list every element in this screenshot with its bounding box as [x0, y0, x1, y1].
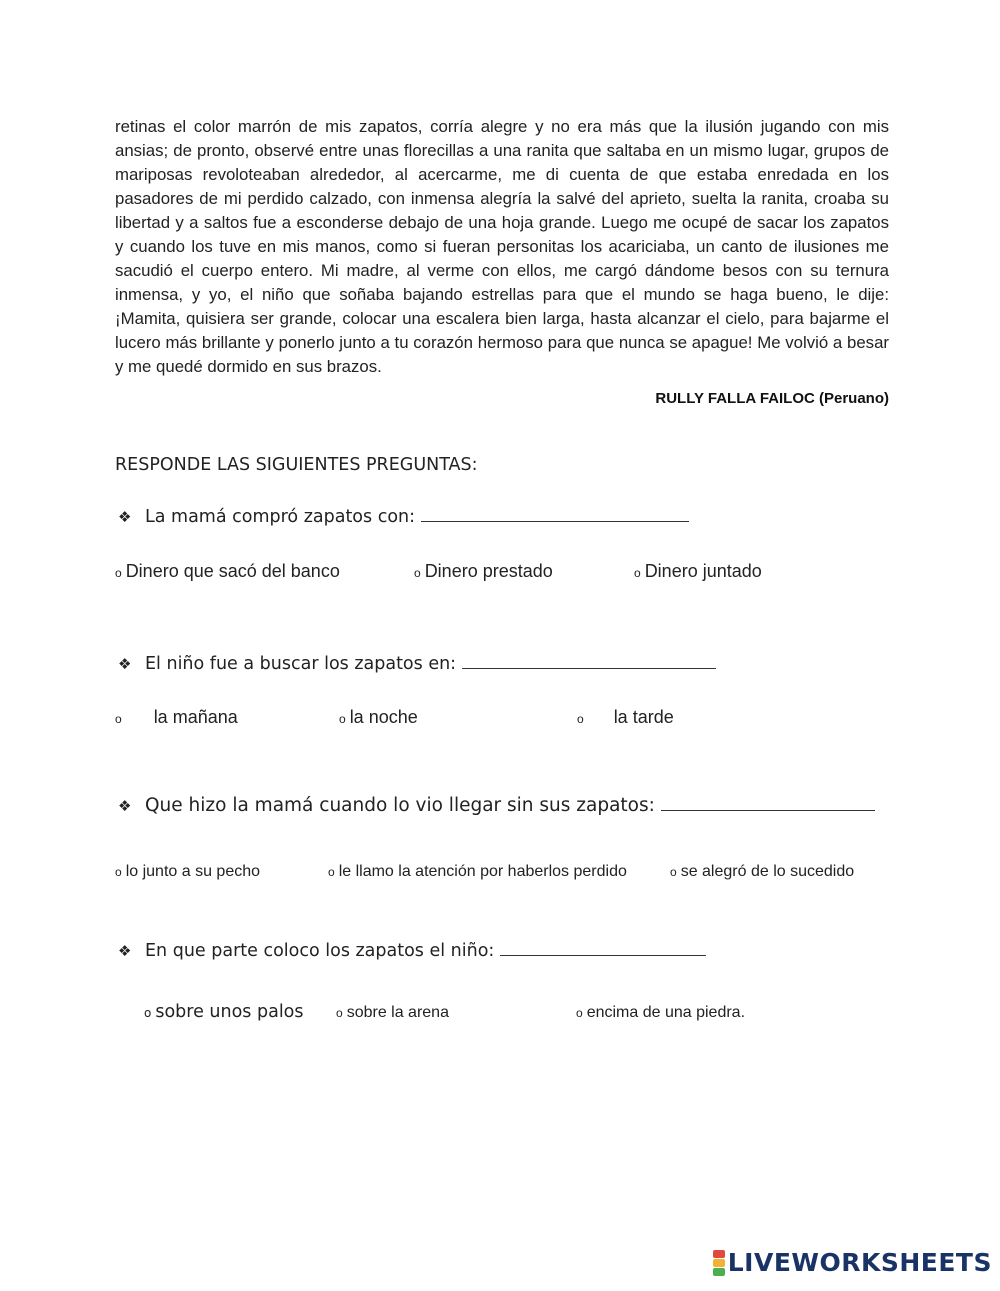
answer-blank-1[interactable] [421, 503, 689, 522]
q2-option-1[interactable]: o la mañana [115, 707, 238, 727]
logo-text: LIVEWORKSHEETS [727, 1248, 992, 1277]
question-4 [118, 937, 706, 961]
question-2-text: El niño fue a buscar los zapatos en: [145, 654, 457, 674]
liveworksheets-logo-icon [713, 1250, 725, 1276]
question-1-text: La mamá compró zapatos con: [145, 507, 416, 527]
q4-option-2[interactable]: o sobre la arena [336, 1004, 449, 1021]
radio-circle-icon: o [576, 1006, 583, 1020]
q1-option-1[interactable]: o Dinero que sacó del banco [115, 561, 340, 581]
radio-circle-icon: o [115, 712, 122, 726]
author-credit: RULLY FALLA FAILOC (Peruano) [655, 390, 889, 407]
questions-heading: RESPONDE LAS SIGUIENTES PREGUNTAS: [115, 455, 478, 475]
question-4-text: En que parte coloco los zapatos el niño: [145, 941, 495, 961]
radio-circle-icon: o [577, 712, 584, 726]
reading-passage: retinas el color marrón de mis zapatos, corría alegre y no era más que la ilusión jugando con mis ansias; de pronto, observé entre unas florecillas a una ranita que saltaba en un mismo lugar, grupos de mariposas revoloteaban alrededor, al acercarme, me di cuenta de que estaba enredada en los pasadores de mi perdido calzado, con inmensa alegría la salvé del aprieto, suelta la ranita, croaba su libertad y a saltos fue a esconderse debajo de una hoja grande. Luego me ocupé de sacar los zapatos y cuando los tuve en mis manos, como si fueran personitas los acariciaba, un canto de ilusiones me sacudió el cuerpo entero. Mi madre, al verme con ellos, me cargó dándome besos con su ternura inmensa, y yo, el niño que soñaba bajando estrellas para que el mundo se haga bueno, le dije: ¡Mamita, quisiera ser grande, colocar una escalera bien larga, hasta alcanzar el cielo, para bajarme el lucero más brillante y ponerlo junto a tu corazón hermoso para que nunca se apague! Me volvió a besar y me quedé dormido en sus brazos. [115, 117, 889, 376]
question-3 [118, 792, 875, 816]
q2-option-2[interactable]: o la noche [339, 707, 418, 727]
q1-option-3[interactable]: o Dinero juntado [634, 561, 762, 581]
diamond-bullet-icon: ❖ [118, 942, 132, 960]
q1-option-2[interactable]: o Dinero prestado [414, 561, 553, 581]
answer-blank-4[interactable] [500, 937, 706, 956]
liveworksheets-logo [713, 1248, 992, 1277]
question-3-text: Que hizo la mamá cuando lo vio llegar sin sus zapatos: [145, 795, 655, 816]
diamond-bullet-icon: ❖ [118, 655, 132, 673]
radio-circle-icon: o [670, 865, 677, 879]
q3-option-3[interactable]: o se alegró de lo sucedido [670, 863, 855, 880]
q4-option-3[interactable]: o encima de una piedra. [576, 1004, 746, 1021]
q3-option-2[interactable]: o le llamo la atención por haberlos perdido [328, 863, 627, 880]
answer-blank-2[interactable] [462, 650, 716, 669]
q2-option-3[interactable]: o la tarde [577, 707, 674, 727]
q3-option-1[interactable]: o lo junto a su pecho [115, 863, 261, 880]
q4-option-1[interactable]: o sobre unos palos [144, 1002, 304, 1022]
question-2 [118, 650, 716, 674]
radio-circle-icon: o [414, 566, 421, 580]
radio-circle-icon: o [115, 566, 122, 580]
radio-circle-icon: o [339, 712, 346, 726]
radio-circle-icon: o [115, 865, 122, 879]
radio-circle-icon: o [144, 1006, 152, 1020]
diamond-bullet-icon: ❖ [118, 797, 132, 815]
question-1 [118, 503, 689, 527]
answer-blank-3[interactable] [661, 792, 875, 811]
radio-circle-icon: o [336, 1006, 343, 1020]
radio-circle-icon: o [328, 865, 335, 879]
radio-circle-icon: o [634, 566, 641, 580]
diamond-bullet-icon: ❖ [118, 508, 132, 526]
